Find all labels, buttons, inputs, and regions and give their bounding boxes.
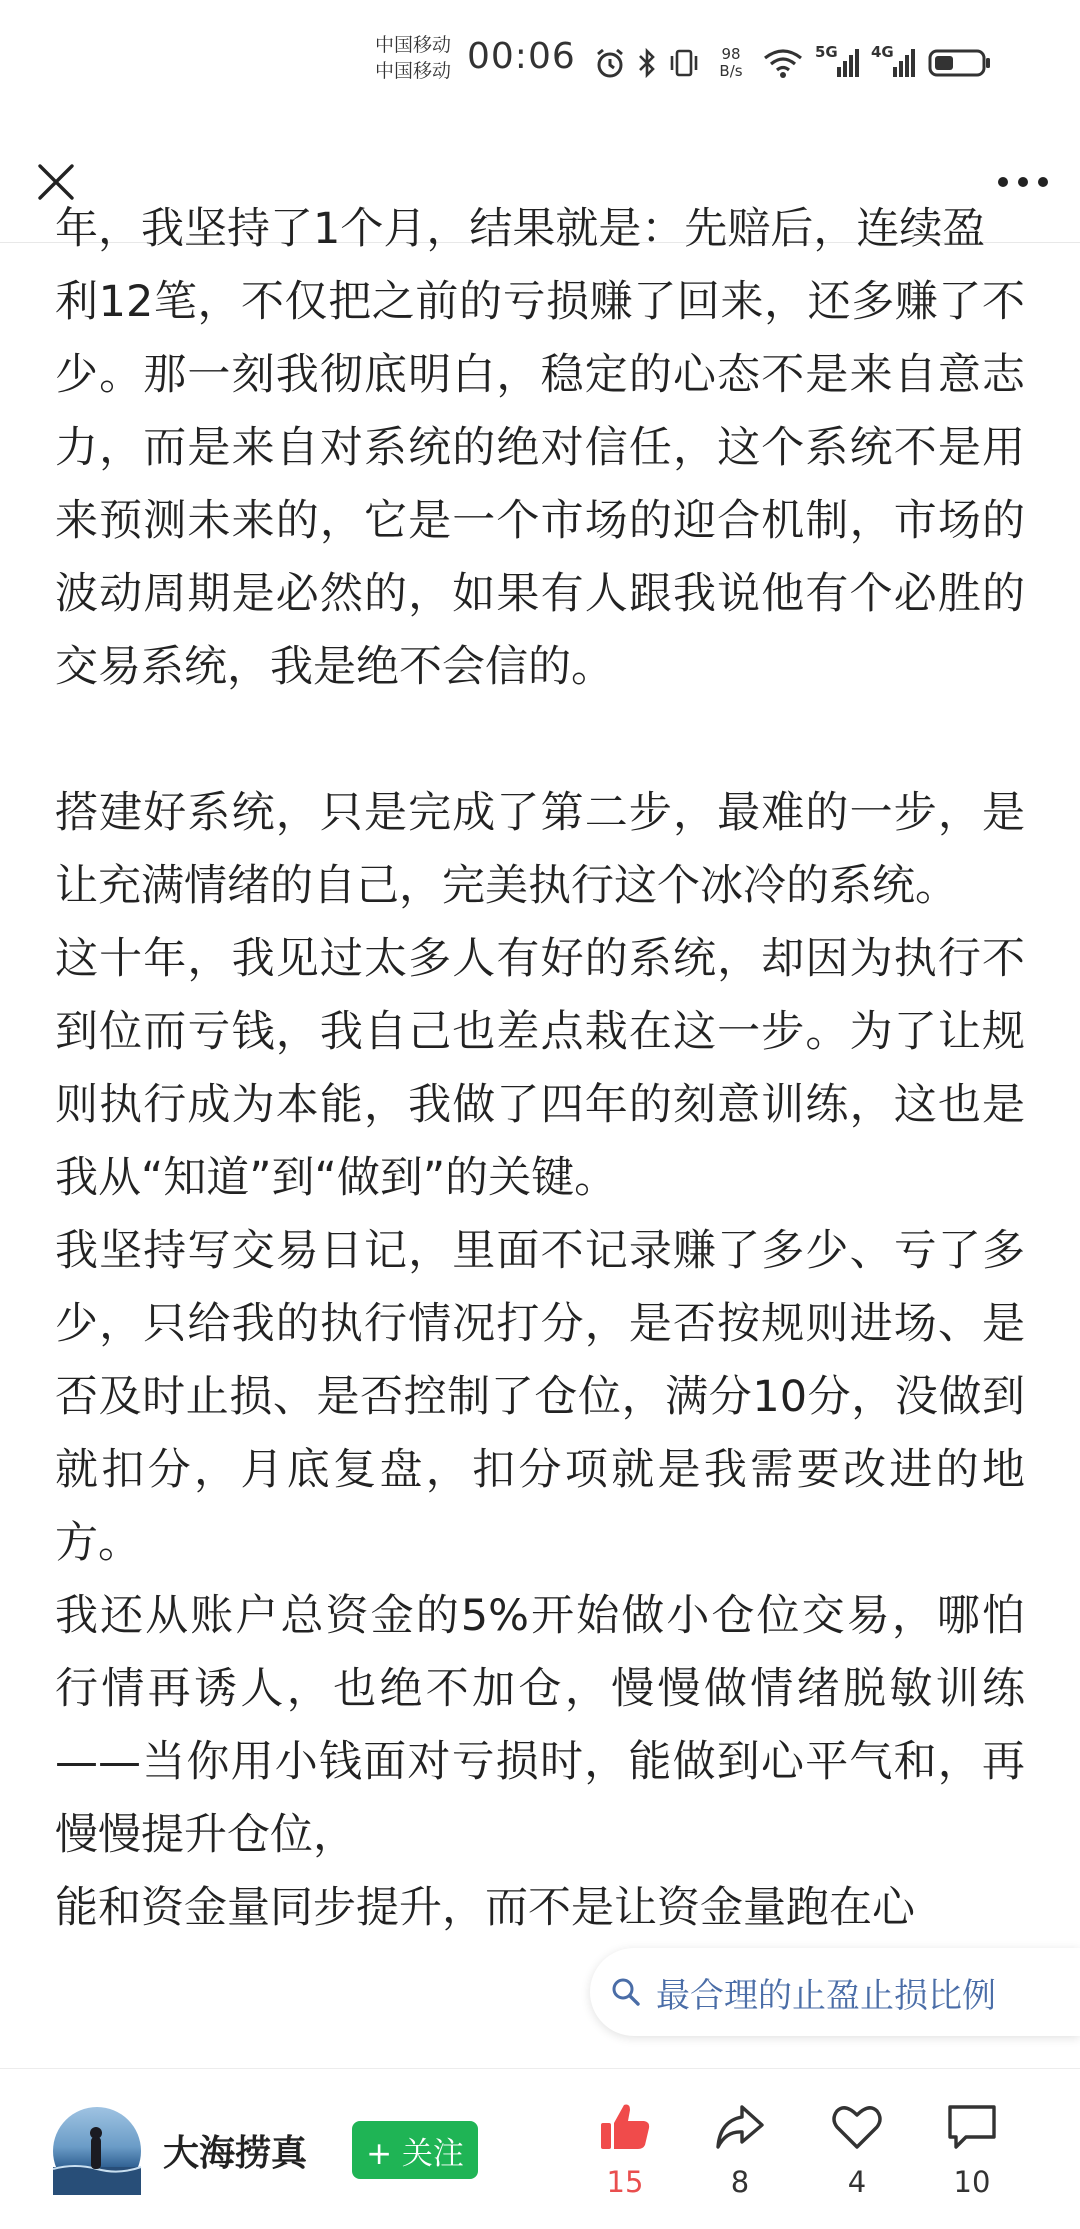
article-paragraph: 搭建好系统，只是完成了第二步，最难的一步，是让充满情绪的自己，完美执行这个冰冷的系统。 <box>55 788 1025 911</box>
battery-icon <box>927 46 993 80</box>
signal-4g-icon <box>871 45 917 81</box>
alarm-icon <box>593 46 627 80</box>
favorite-button[interactable] <box>812 2099 902 2199</box>
share-count: 8 <box>730 2165 750 2199</box>
vibrate-icon <box>667 46 701 80</box>
comment-button[interactable] <box>927 2099 1017 2199</box>
net-speed-value: 98 <box>721 45 741 63</box>
status-bar <box>0 0 1080 130</box>
thumbs-up-icon <box>597 2099 653 2155</box>
carrier-2: 中国移动 <box>375 60 452 82</box>
article-paragraph: 能和资金量同步提升，而不是让资金量跑在心 <box>55 1883 915 1933</box>
comment-count: 10 <box>953 2165 991 2199</box>
comment-icon <box>944 2099 1000 2155</box>
article-body <box>55 193 1025 1945</box>
bottom-action-bar <box>0 2068 1080 2229</box>
status-time: 00:06 <box>467 36 576 77</box>
bluetooth-icon <box>637 46 657 80</box>
favorite-count: 4 <box>847 2165 867 2199</box>
article-paragraph: 我坚持写交易日记，里面不记录赚了多少、亏了多少，只给我的执行情况打分，是否按规则进场、是否及时止损、是否控制了仓位，满分10分，没做到就扣分，月底复盘，扣分项就是我需要改进的地方。 <box>55 1226 1025 1568</box>
search-suggestion-chip[interactable] <box>590 1948 1080 2036</box>
avatar-image <box>53 2107 141 2195</box>
carrier-info <box>375 32 451 84</box>
article-paragraph: 年，我坚持了1个月，结果就是：先赔后，连续盈 <box>55 204 986 254</box>
search-icon <box>610 1976 642 2008</box>
article-paragraph: 这十年，我见过太多人有好的系统，却因为执行不到位而亏钱，我自己也差点栽在这一步。为了让规则执行成为本能，我做了四年的刻意训练，这也是我从“知道”到“做到”的关键。 <box>55 934 1025 1203</box>
author-avatar[interactable] <box>53 2107 141 2195</box>
article-paragraph: 利12笔，不仅把之前的亏损赚了回来，还多赚了不少。那一刻我彻底明白，稳定的心态不是来自意志力，而是来自对系统的绝对信任，这个系统不是用来预测未来的，它是一个市场的迎合机制，市场的波动周期是必然的，如果有人跟我说他有个必胜的交易系统，我是绝不会信的。 <box>55 277 1025 692</box>
article-paragraph: 我还从账户总资金的5%开始做小仓位交易，哪怕行情再诱人，也绝不加仓，慢慢做情绪脱敏训练——当你用小钱面对亏损时，能做到心平气和，再慢慢提升仓位， <box>55 1591 1025 1860</box>
heart-icon <box>829 2099 885 2155</box>
like-count: 15 <box>606 2165 644 2199</box>
search-suggestion-text: 最合理的止盈止损比例 <box>656 1975 996 2016</box>
share-icon <box>712 2099 768 2155</box>
carrier-1: 中国移动 <box>375 34 452 56</box>
article-content[interactable] <box>0 204 1080 2068</box>
net-2-label: 4G <box>871 43 894 61</box>
follow-button[interactable]: + 关注 <box>352 2121 478 2179</box>
author-name[interactable]: 大海捞真 <box>163 2133 308 2174</box>
signal-5g-icon <box>815 45 861 81</box>
net-speed-unit: B/s <box>719 62 743 80</box>
like-button[interactable] <box>580 2099 670 2199</box>
share-button[interactable] <box>695 2099 785 2199</box>
more-icon <box>996 175 1050 189</box>
net-1-label: 5G <box>815 43 838 61</box>
wifi-icon <box>761 46 805 80</box>
net-speed <box>711 46 751 80</box>
status-icons <box>593 38 993 88</box>
